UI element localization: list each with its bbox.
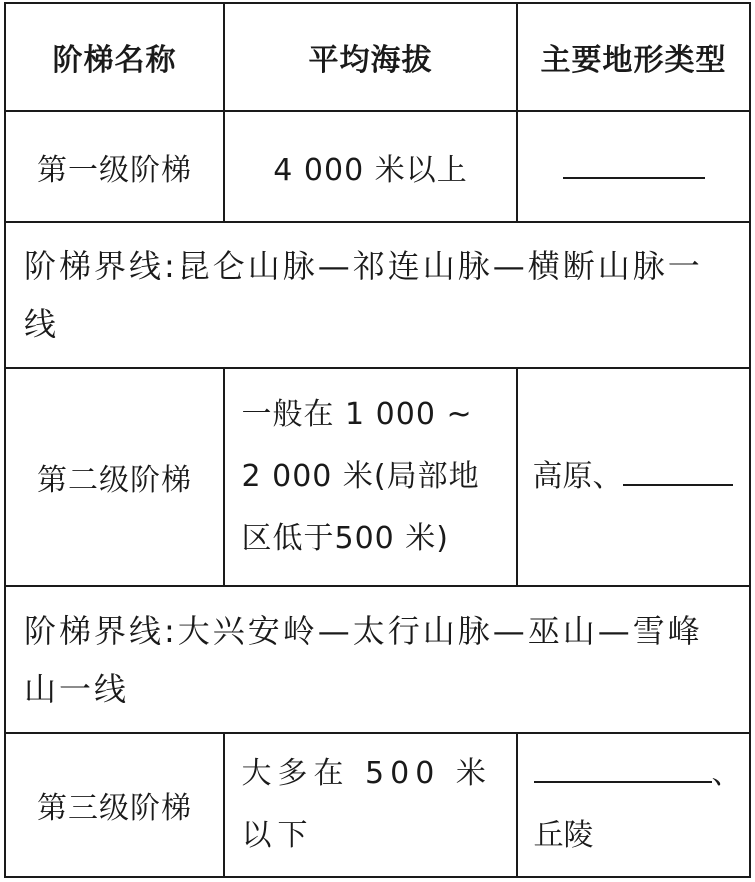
cell-first-step-altitude: [225, 112, 518, 221]
first-step-altitude: 4 000 米以上: [273, 152, 468, 188]
first-step-name: 第一级阶梯: [37, 152, 192, 188]
cell-second-step-altitude: [225, 369, 518, 585]
second-step-altitude: [242, 384, 500, 570]
second-step-terrain: [525, 446, 743, 508]
header-step-name: 阶梯名称: [52, 43, 177, 78]
second-step-terrain-prefix: 高原、: [532, 459, 623, 494]
header-cell-step-name: [6, 4, 225, 110]
second-step-terrain-blank: [623, 483, 733, 486]
third-step-altitude-line-1: 大多在 500 米: [241, 756, 492, 791]
third-step-altitude: [242, 743, 500, 867]
table-row-third-step: [6, 734, 749, 876]
table-header-row: [6, 4, 749, 112]
first-step-terrain-blank: [563, 176, 705, 179]
cell-first-step-terrain: [518, 112, 749, 221]
table-row-first-step: [6, 112, 749, 223]
header-cell-altitude: [225, 4, 518, 110]
third-step-terrain-blank: [534, 780, 712, 783]
boundary-1-text: 阶梯界线:昆仑山脉—祁连山脉—横断山脉一线: [24, 247, 703, 343]
terrain-steps-table: [4, 2, 751, 878]
table-row-boundary-1: [6, 223, 749, 369]
cell-third-step-terrain: [518, 734, 749, 876]
header-altitude: 平均海拔: [308, 43, 433, 78]
second-step-name: 第二级阶梯: [37, 463, 192, 498]
cell-first-step-name: [6, 112, 225, 221]
third-step-terrain-line-2: 丘陵: [533, 818, 594, 853]
third-step-terrain-sep: 、: [711, 756, 742, 791]
table-row-boundary-2: [6, 587, 749, 734]
cell-boundary-1: [24, 223, 735, 367]
cell-third-step-name: [6, 734, 225, 876]
second-step-altitude-line-1: 一般在 1 000 ~: [241, 397, 473, 432]
cell-second-step-terrain: [518, 369, 749, 585]
header-cell-terrain: [518, 4, 749, 110]
table-row-second-step: [6, 369, 749, 587]
third-step-name: 第三级阶梯: [37, 791, 192, 826]
third-step-altitude-line-2: 以下: [241, 818, 314, 853]
third-step-terrain-line-1: [534, 743, 744, 805]
second-step-altitude-line-2: 2 000 米(局部地: [241, 459, 480, 494]
cell-boundary-2: [24, 587, 735, 732]
header-terrain: 主要地形类型: [540, 43, 727, 78]
second-step-altitude-line-3: 区低于500 米): [241, 521, 450, 556]
cell-third-step-altitude: [225, 734, 518, 876]
boundary-2-text: 阶梯界线:大兴安岭—太行山脉—巫山—雪峰山一线: [24, 611, 703, 708]
third-step-terrain: [524, 743, 744, 867]
cell-second-step-name: [6, 369, 225, 585]
